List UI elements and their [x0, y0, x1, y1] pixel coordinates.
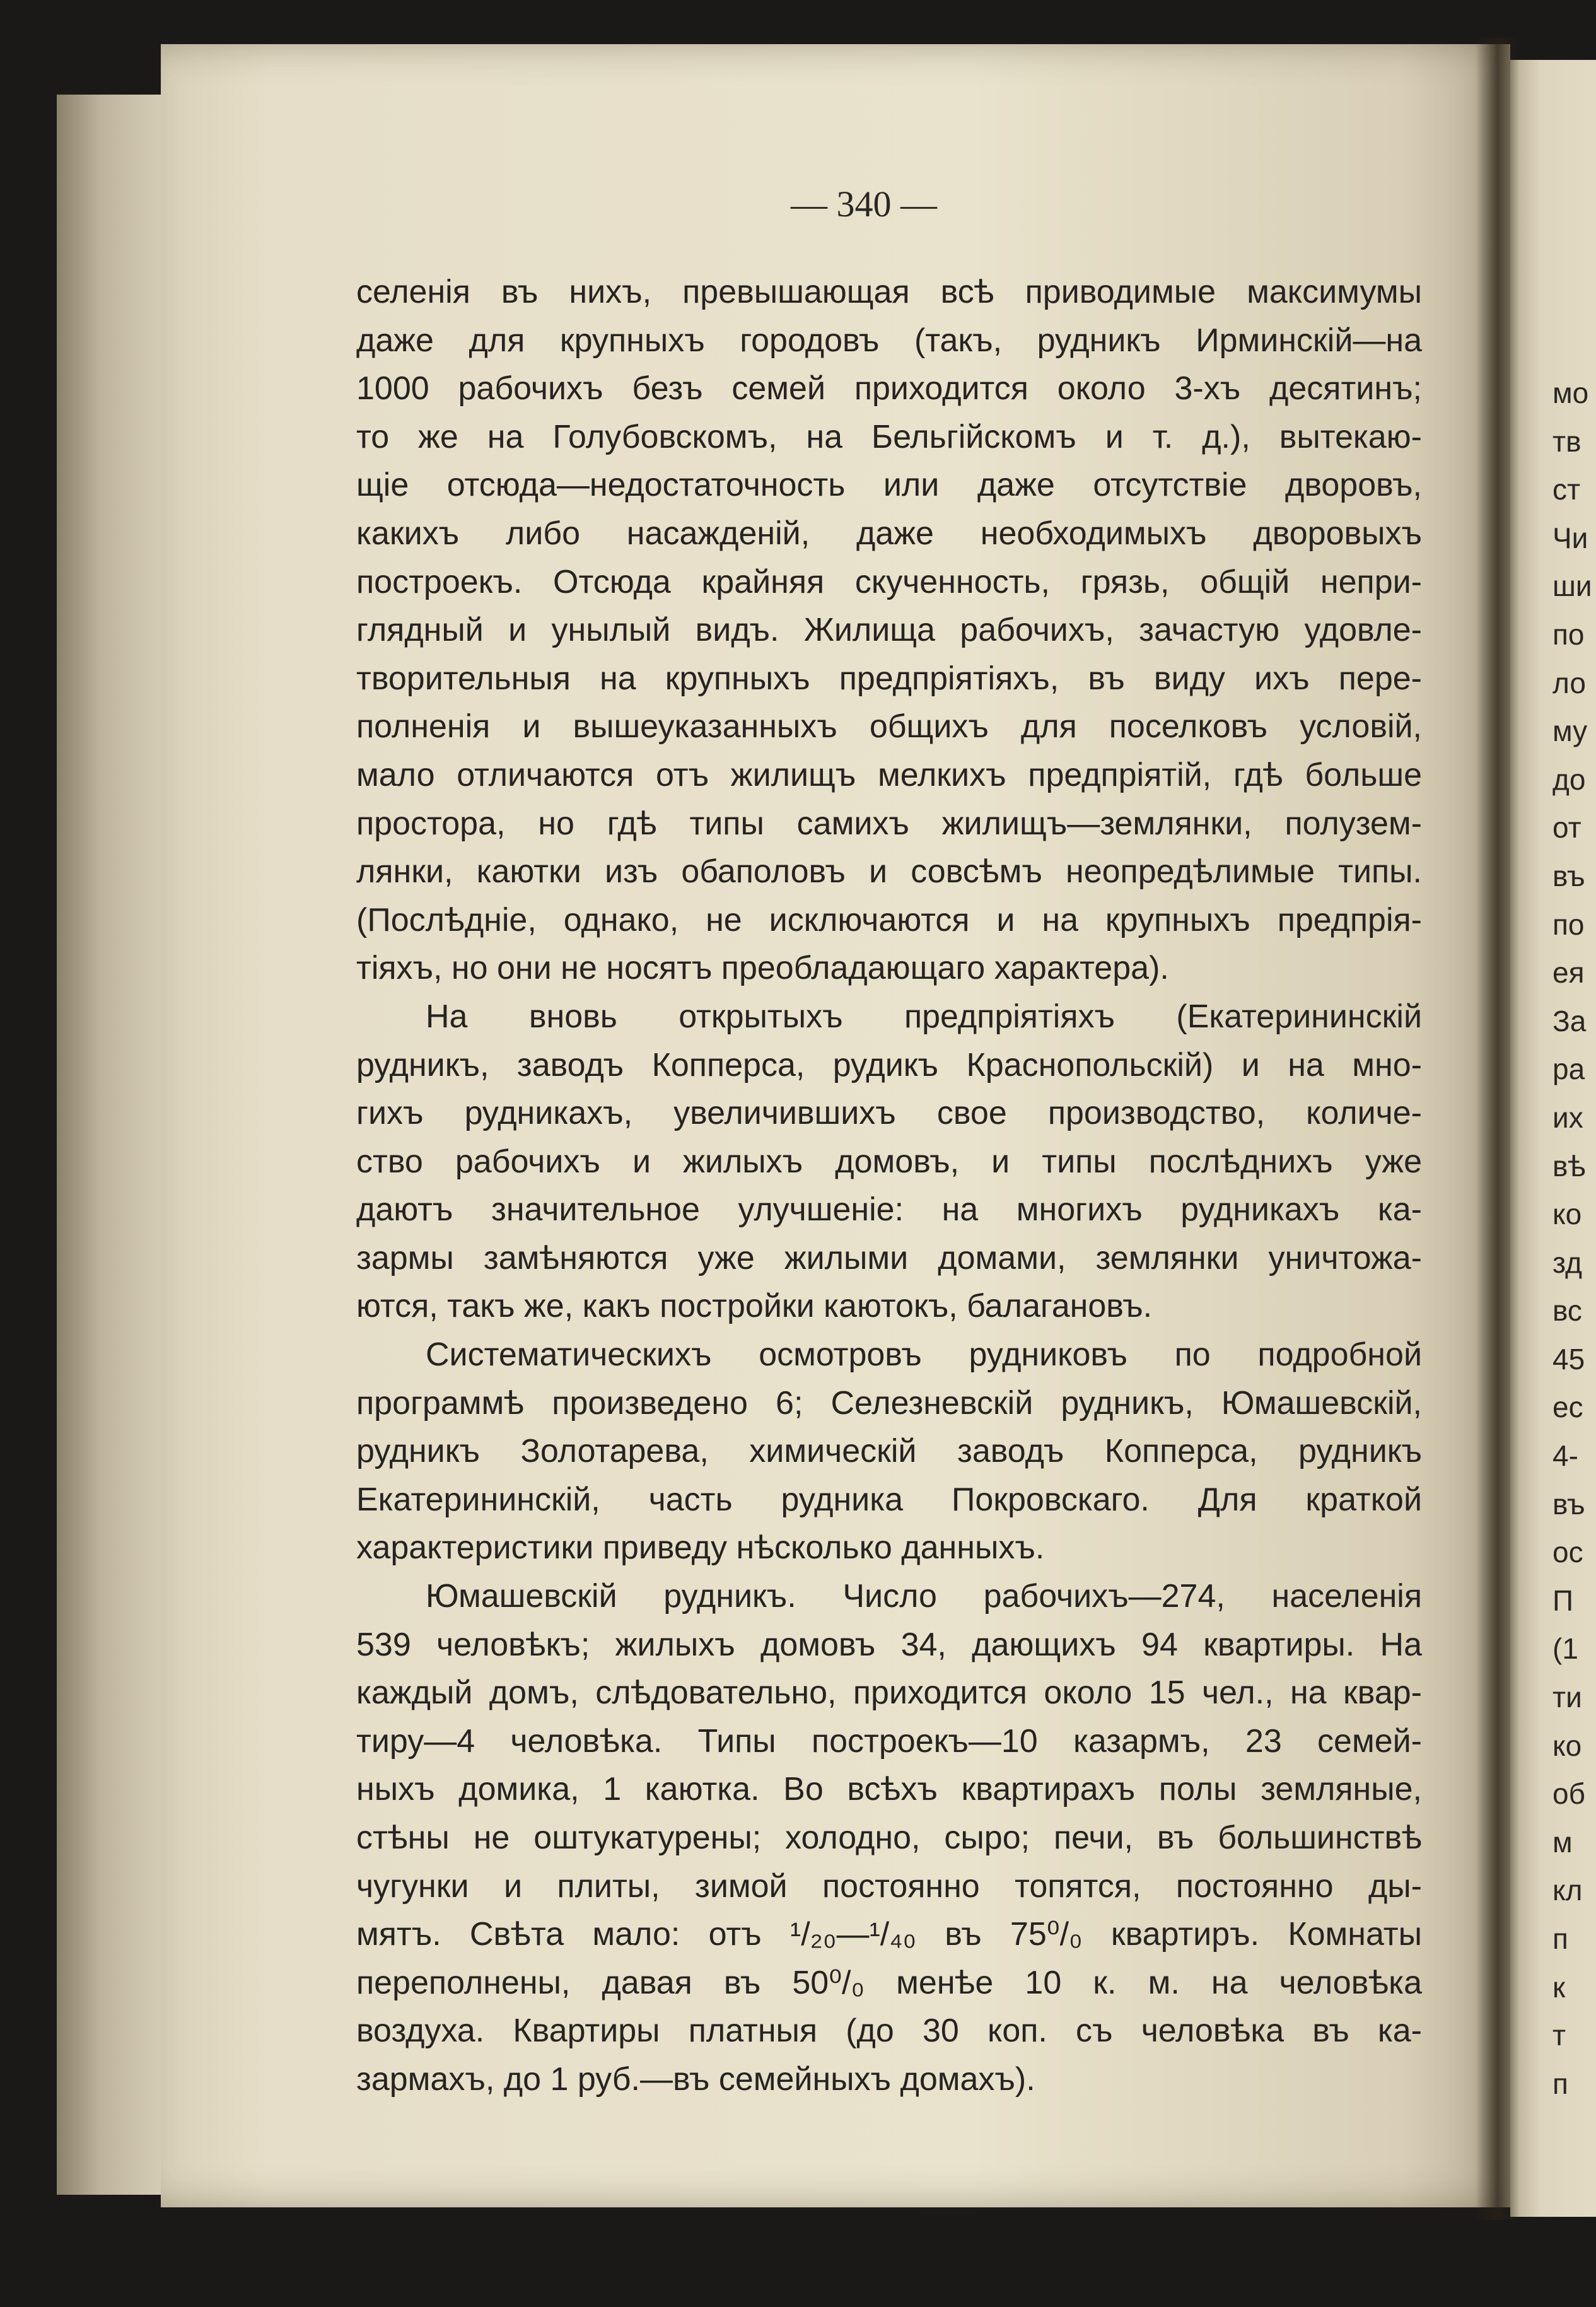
next-page-fragment: мо [1552, 377, 1589, 409]
next-page-fragment: об [1552, 1777, 1585, 1811]
text-line: 1000 рабочихъ безъ семей приходится около 3-хъ десятинъ; [356, 370, 1422, 407]
text-line: чугунки и плиты, зимой постоянно топятся, постоянно ды- [356, 1867, 1422, 1905]
next-page-fragment: ти [1552, 1681, 1582, 1714]
next-page-fragment: от [1552, 811, 1581, 844]
next-page-fragment: п [1552, 2067, 1568, 2100]
next-page-fragment: по [1552, 617, 1585, 651]
text-line: рудникъ, заводъ Копперса, рудикъ Краснопольскій) и на мно- [356, 1046, 1422, 1083]
text-line: построекъ. Отсюда крайняя скученность, грязь, общій непри- [356, 563, 1422, 600]
next-page-fragment: п [1552, 1922, 1568, 1955]
text-line: творительныя на крупныхъ предпріятіяхъ, въ виду ихъ пере- [356, 660, 1422, 697]
text-line: лянки, каютки изъ обаполовъ и совсѣмъ неопредѣлимые типы. [356, 853, 1422, 891]
next-page-fragment: вс [1552, 1294, 1582, 1328]
text-line: селенія въ нихъ, превышающая всѣ приводимые максимумы [356, 274, 1422, 310]
next-page-fragment: до [1552, 762, 1586, 796]
next-page-fragment: ло [1552, 666, 1586, 699]
next-page-fragment: ко [1552, 1729, 1582, 1762]
next-page-fragment: т [1552, 2019, 1566, 2052]
text-line: щіе отсюда—недостаточность или даже отсутствіе дворовъ, [356, 467, 1422, 504]
text-line: даже для крупныхъ городовъ (такъ, рудникъ Ирминскій—на [356, 322, 1422, 359]
text-line: простора, но гдѣ типы самихъ жилищъ—землянки, полузем- [356, 805, 1422, 842]
text-line: даютъ значительное улучшеніе: на многихъ рудникахъ ка- [356, 1191, 1422, 1229]
next-page-fragment: ра [1552, 1053, 1585, 1086]
next-page-fragment: ст [1552, 473, 1581, 506]
text-line: переполнены, давая въ 50⁰/₀ менѣе 10 к. м. на человѣка [356, 1964, 1422, 2001]
next-page-fragment: м [1552, 1825, 1573, 1859]
text-line: ются, такъ же, какъ постройки каютокъ, балагановъ. [356, 1288, 1153, 1325]
text-line: характеристики приведу нѣсколько данныхъ. [356, 1529, 1045, 1567]
text-line: (Послѣдніе, однако, не исключаются и на крупныхъ предпрія- [356, 901, 1422, 938]
text-line: воздуха. Квартиры платныя (до 30 коп. съ человѣка въ ка- [356, 2012, 1422, 2050]
next-page-fragment: ес [1552, 1391, 1583, 1424]
next-page-fragment: му [1552, 715, 1588, 748]
text-line: мало отличаются отъ жилищъ мелкихъ предпріятій, гдѣ больше [356, 756, 1422, 793]
page-stack-edge [57, 95, 164, 2195]
text-line: программѣ произведено 6; Селезневскій рудникъ, Юмашевскій, [356, 1384, 1422, 1422]
next-page-fragment: ея [1552, 956, 1585, 990]
next-page-fragment: 45 [1552, 1342, 1585, 1375]
text-line: то же на Голубовскомъ, на Бельгійскомъ и т. д.), вытекаю- [356, 418, 1422, 455]
next-page-fragment: тв [1552, 424, 1581, 458]
paragraph-start-line: Юмашевскій рудникъ. Число рабочихъ—274, населенія [426, 1578, 1422, 1615]
text-line: гихъ рудникахъ, увеличившихъ свое производство, количе- [356, 1095, 1422, 1132]
next-page-fragment: (1 [1552, 1632, 1578, 1666]
next-page-fragment: вѣ [1552, 1149, 1586, 1183]
text-line: стѣны не оштукатурены; холодно, сыро; печи, въ большинствѣ [356, 1819, 1422, 1856]
next-page-fragment: Чи [1552, 521, 1588, 554]
next-page-fragment: кл [1552, 1874, 1583, 1907]
text-line: каждый домъ, слѣдовательно, приходится около 15 чел., на квар- [356, 1674, 1422, 1712]
page-number: — 340 — [791, 184, 937, 225]
text-line: 539 человѣкъ; жилыхъ домовъ 34, дающихъ 94 квартиры. На [356, 1626, 1422, 1663]
next-page-fragment: За [1552, 1004, 1587, 1037]
next-page-fragment: 4- [1552, 1439, 1578, 1473]
next-page-fragment: П [1552, 1584, 1574, 1617]
book-gutter [1476, 38, 1520, 2220]
text-line: зармахъ, до 1 руб.—въ семейныхъ домахъ). [356, 2060, 1035, 2098]
next-page-fragment: зд [1552, 1246, 1582, 1279]
next-page-fragment: ос [1552, 1536, 1583, 1569]
body-text [356, 268, 1422, 2104]
text-line: какихъ либо насажденій, даже необходимыхъ дворовыхъ [356, 515, 1422, 552]
text-line: тіяхъ, но они не носятъ преобладающаго характера). [356, 950, 1169, 987]
next-page-fragment: их [1552, 1101, 1583, 1134]
next-page-fragment: по [1552, 908, 1585, 941]
next-page-fragment: ши [1552, 569, 1592, 603]
next-page-fragment: ко [1552, 1198, 1582, 1231]
text-line: ство рабочихъ и жилыхъ домовъ, и типы послѣднихъ уже [356, 1143, 1422, 1180]
text-line: зармы замѣняются уже жилыми домами, землянки уничтожа- [356, 1239, 1422, 1276]
text-line: ныхъ домика, 1 каютка. Во всѣхъ квартирахъ полы земляные, [356, 1771, 1422, 1808]
paragraph-start-line: Систематическихъ осмотровъ рудниковъ по подробной [426, 1336, 1422, 1374]
text-line: глядный и унылый видъ. Жилища рабочихъ, зачастую удовле- [356, 612, 1422, 649]
next-page-text-fragments [1552, 369, 1596, 2108]
text-line: тиру—4 человѣка. Типы построекъ—10 казармъ, 23 семей- [356, 1722, 1422, 1760]
text-line: мятъ. Свѣта мало: отъ ¹/₂₀—¹/₄₀ въ 75⁰/₀ квартиръ. Комнаты [356, 1916, 1422, 1953]
text-line: рудникъ Золотарева, химическій заводъ Копперса, рудникъ [356, 1433, 1422, 1470]
next-page-fragment: въ [1552, 859, 1585, 892]
paragraph-start-line: На вновь открытыхъ предпріятіяхъ (Екатерининскій [426, 998, 1422, 1035]
next-page-fragment: въ [1552, 1487, 1585, 1521]
next-page-fragment: к [1552, 1970, 1566, 2004]
text-line: Екатерининскій, часть рудника Покровскаго. Для краткой [356, 1481, 1422, 1518]
text-line: полненія и вышеуказанныхъ общихъ для поселковъ условій, [356, 708, 1422, 745]
